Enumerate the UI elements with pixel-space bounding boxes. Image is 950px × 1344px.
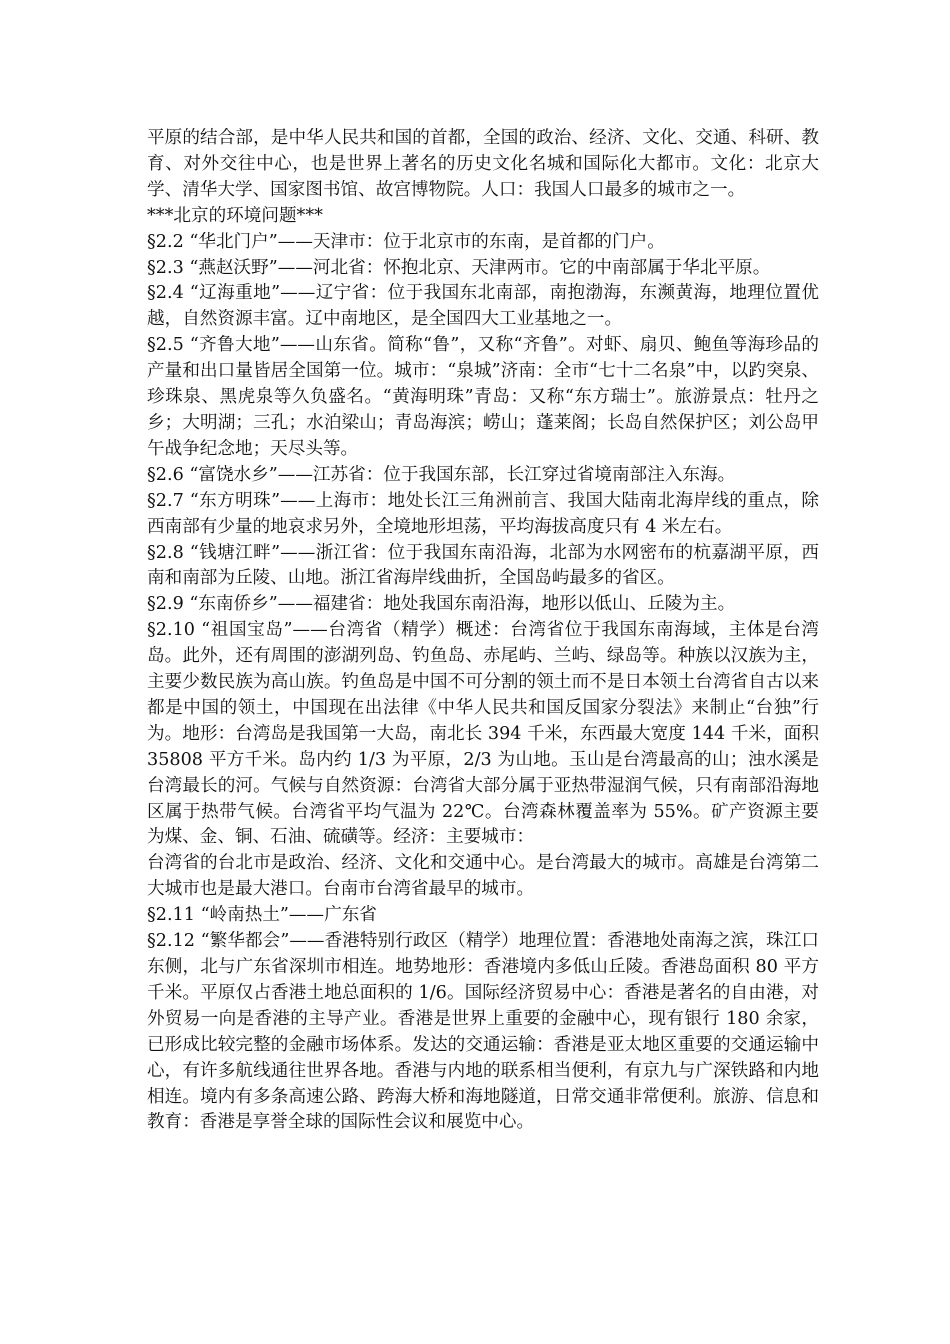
paragraph-section-2-7: §2.7 “东方明珠”——上海市：地处长江三角洲前言、我国大陆南北海岸线的重点，除西南部有少量的地哀求另外，全境地形坦荡，平均海拔高度只有 4 米左右。 (147, 490, 819, 537)
paragraph-section-2-4: §2.4 “辽海重地”——辽宁省：位于我国东北南部，南抱渤海，东濒黄海，地理位置优越，自然资源丰富。辽中南地区，是全国四大工业基地之一。 (147, 283, 819, 330)
paragraph-section-2-12: §2.12 “繁华都会”——香港特别行政区（精学）地理位置：香港地处南海之滨，珠江口东侧，北与广东省深圳市相连。地势地形：香港境内多低山丘陵。香港岛面积 80 平方千米。平原仅占香港土地总面积的 1/6。国际经济贸易中心：香港是著名的自由港，对外贸易一向是香港的主导产业。香港是世界上重要的金融中心，现有银行 180 余家，已形成比较完整的金融市场体系。发达的交通运输：香港是亚太地区重要的交通运输中心，有许多航线通往世界各地。香港与内地的联系相当便利，有京九与广深铁路和内地相连。境内有多条高速公路、跨海大桥和海地隧道，日常交通非常便利。旅游、信息和教育：香港是享誉全球的国际性会议和展览中心。 (147, 931, 819, 1133)
paragraph-section-2-3: §2.3 “燕赵沃野”——河北省：怀抱北京、天津两市。它的中南部属于华北平原。 (147, 257, 771, 278)
paragraph-section-2-6: §2.6 “富饶水乡”——江苏省：位于我国东部，长江穿过省境南部注入东海。 (147, 464, 736, 485)
paragraph-section-2-9: §2.9 “东南侨乡”——福建省：地处我国东南沿海，地形以低山、丘陵为主。 (147, 594, 736, 615)
paragraph-taiwan-cities: 台湾省的台北市是政治、经济、文化和交通中心。是台湾最大的城市。高雄是台湾第二大城市也是最大港口。台南市台湾省最早的城市。 (147, 853, 819, 900)
paragraph-section-2-2: §2.2 “华北门户”——天津市：位于北京市的东南，是首都的门户。 (147, 231, 665, 252)
paragraph-section-2-10: §2.10 “祖国宝岛”——台湾省（精学）概述：台湾省位于我国东南海域，主体是台湾岛。此外，还有周围的澎湖列岛、钓鱼岛、赤尾屿、兰屿、绿岛等。种族以汉族为主，主要少数民族为高山族。钓鱼岛是中国不可分割的领土而不是日本领土台湾省自古以来都是中国的领土，中国现在出法律《中华人民共和国反国家分裂法》来制止“台独”行为。地形：台湾岛是我国第一大岛，南北长 394 千米，东西最大宽度 144 千米，面积 35808 平方千米。岛内约 1/3 为平原，2/3 为山地。玉山是台湾最高的山；浊水溪是台湾最长的河。气候与自然资源：台湾省大部分属于亚热带湿润气候，只有南部沿海地区属于热带气候。台湾省平均气温为 22℃。台湾森林覆盖率为 55%。矿产资源主要为煤、金、铜、石油、硫磺等。经济：主要城市： (147, 620, 819, 848)
paragraph-section-2-5: §2.5 “齐鲁大地”——山东省。简称“鲁”，又称“齐鲁”。对虾、扇贝、鲍鱼等海珍品的产量和出口量皆居全国第一位。城市：“泉城”济南：全市“七十二名泉”中，以趵突泉、珍珠泉、黑虎泉等久负盛名。“黄海明珠”青岛：又称“东方瑞士”。旅游景点：牡丹之乡；大明湖；三孔；水泊梁山；青岛海滨；崂山；蓬莱阁；长岛自然保护区；刘公岛甲午战争纪念地；天尽头等。 (147, 335, 819, 459)
paragraph-section-2-11: §2.11 “岭南热土”——广东省 (147, 905, 377, 926)
paragraph-beijing-intro: 平原的结合部，是中华人民共和国的首都，全国的政治、经济、文化、交通、科研、教育、对外交往中心，也是世界上著名的历史文化名城和国际化大都市。文化：北京大学、清华大学、国家图书馆、故宫博物院。人口：我国人口最多的城市之一。 (147, 128, 819, 200)
paragraph-section-2-8: §2.8 “钱塘江畔”——浙江省：位于我国东南沿海，北部为水网密布的杭嘉湖平原，西南和南部为丘陵、山地。浙江省海岸线曲折，全国岛屿最多的省区。 (147, 542, 819, 589)
paragraph-beijing-environment-heading: ***北京的环境问题*** (147, 205, 323, 226)
document-page (147, 126, 819, 1136)
